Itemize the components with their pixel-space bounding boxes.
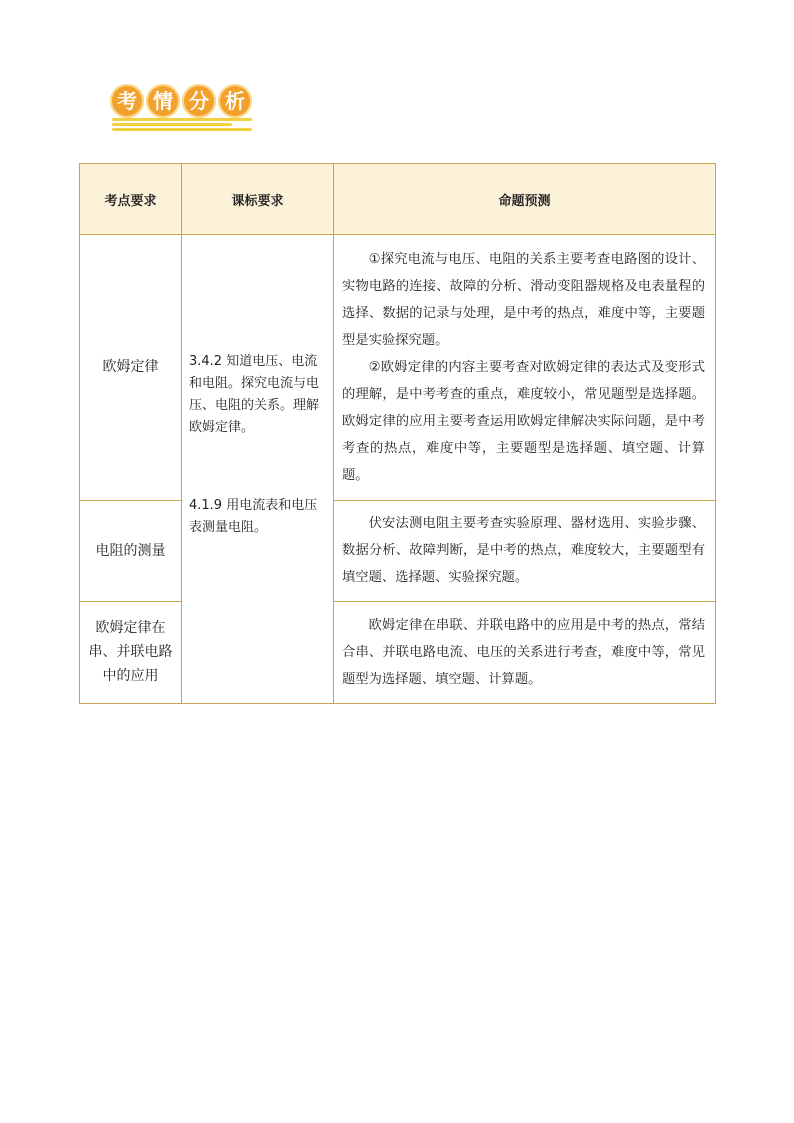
header-curriculum-requirement: 课标要求 <box>182 164 334 235</box>
badge-char-1: 考 <box>110 84 144 118</box>
badge-stripe <box>112 123 232 126</box>
standard-4-1-9: 4.1.9 用电流表和电压表测量电阻。 <box>189 498 318 535</box>
header-topic-requirement: 考点要求 <box>80 164 182 235</box>
prediction-paragraph: ①探究电流与电压、电阻的关系主要考查电路图的设计、实物电路的连接、故障的分析、滑动变阻器规格及电表量程的选择、数据的记录与处理，是中考的热点，难度中等，主要题型是实验探究题。 <box>342 251 705 348</box>
standard-3-4-2: 3.4.2 知道电压、电流和电阻。探究电流与电压、电阻的关系。理解欧姆定律。 <box>189 354 320 435</box>
exam-analysis-table <box>79 163 716 704</box>
topic-line: 串、并联电路 <box>88 644 173 661</box>
prediction-paragraph: ②欧姆定律的内容主要考查对欧姆定律的表达式及变形式的理解，是中考考查的重点，难度较小，常见题型是选择题。欧姆定律的应用主要考查运用欧姆定律解决实际问题，是中考考查的热点，难度中等，主要题型是选择题、填空题、计算题。 <box>342 359 705 483</box>
badge-stripe <box>112 128 252 131</box>
prediction-series-parallel <box>334 601 716 703</box>
topic-ohms-law: 欧姆定律 <box>80 235 182 501</box>
curriculum-standards-cell <box>182 235 334 704</box>
section-title-badge <box>108 82 256 134</box>
table-row-ohms-law <box>80 235 716 501</box>
topic-line: 中的应用 <box>102 668 159 685</box>
badge-char-2: 情 <box>146 84 180 118</box>
prediction-paragraph: 欧姆定律在串联、并联电路中的应用是中考的热点，常结合串、并联电路电流、电压的关系进行考查，难度中等，常见题型为选择题、填空题、计算题。 <box>342 617 705 687</box>
table-row-series-parallel <box>80 601 716 703</box>
prediction-resistance-measurement <box>334 500 716 601</box>
badge-char-3: 分 <box>182 84 216 118</box>
prediction-ohms-law <box>334 235 716 501</box>
table-header-row <box>80 164 716 235</box>
topic-line: 欧姆定律在 <box>95 620 166 637</box>
badge-char-4: 析 <box>218 84 252 118</box>
badge-characters <box>108 82 256 122</box>
topic-resistance-measurement: 电阻的测量 <box>80 500 182 601</box>
table-row-resistance-measurement <box>80 500 716 601</box>
prediction-paragraph: 伏安法测电阻主要考查实验原理、器材选用、实验步骤、数据分析、故障判断，是中考的热点，难度较大，主要题型有填空题、选择题、实验探究题。 <box>342 516 705 586</box>
header-prediction: 命题预测 <box>334 164 716 235</box>
topic-series-parallel <box>80 601 182 703</box>
